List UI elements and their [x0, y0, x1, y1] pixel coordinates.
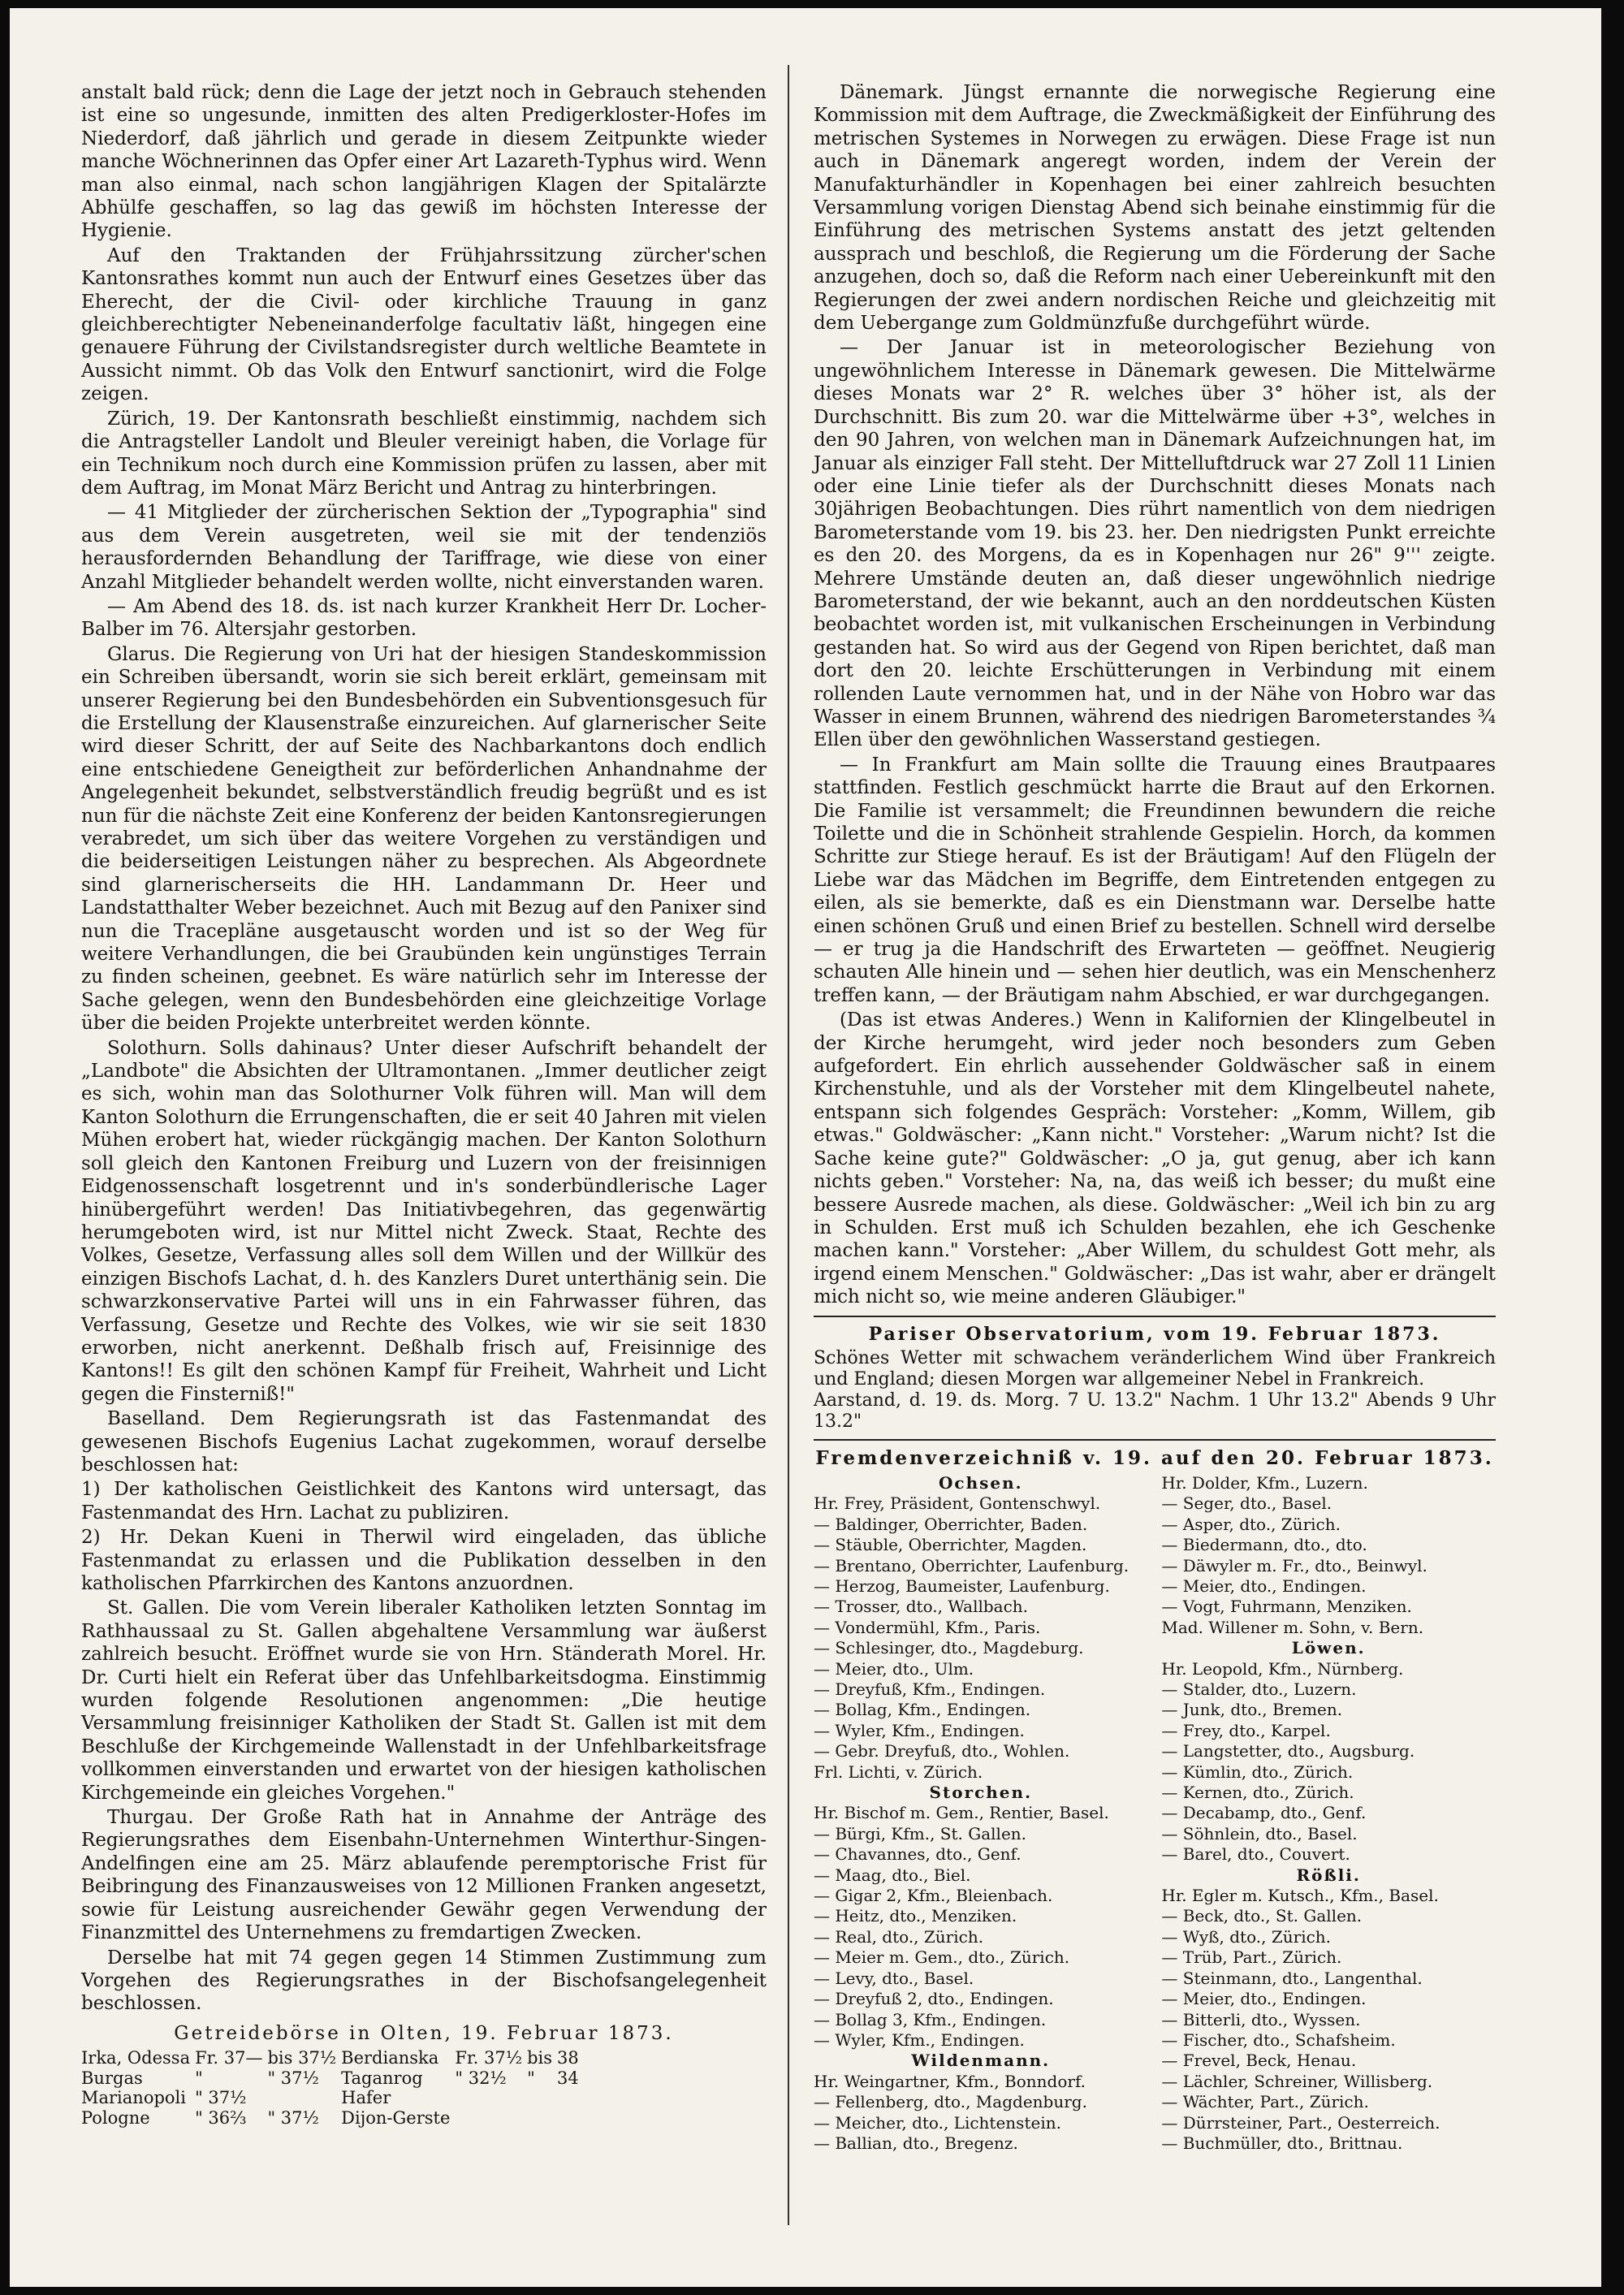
article-paragraph: St. Gallen. Die vom Verein liberaler Katholiken letzten Sonntag im Rathhaussaal zu St. Gallen abgehaltene Versammlung war äußerst zahlreich besucht. Eröffnet wurde sie von Hrn. Ständerath Morel. Hr. Dr. Curti hielt ein Referat über das Unfehlbarkeitsdogma. Einstimmig wurden folgende Resolutionen angenommen: „Die heutige Versammlung freisinniger Katholiken der Stadt St. Gallen ist mit dem Beschluße der Kirchgemeinde Wallenstadt in der Unfehlbarkeitsfrage vollkommen einverstanden und erwartet von der hiesigen katholischen Kirchgemeinde ein gleiches Vorgehen." [81, 1597, 767, 1804]
guest-entry: — Dreyfuß 2, dto., Endingen. [814, 1989, 1054, 2009]
table-row: Pologne " 36⅔ " 37½ Dijon-Gerste [81, 2107, 451, 2128]
visitor-list-heading: Fremdenverzeichniß v. 19. auf den 20. Februar 1873. [815, 1446, 1494, 1469]
visitor-list-left [814, 1473, 1148, 2154]
guest-entry: — Meicher, dto., Lichtenstein. [814, 2112, 1061, 2133]
guest-entry: — Junk, dto., Bremen. [1161, 1700, 1343, 1720]
barometer-text: Aarstand, d. 19. ds. Morg. 7 U. 13.2" Nachm. 1 Uhr 13.2" Abends 9 Uhr 13.2" [814, 1390, 1496, 1432]
guest-entry: — Biedermann, dto., dto. [1161, 1535, 1367, 1555]
guest-entry: — Kümlin, dto., Zürich. [1161, 1761, 1354, 1782]
newspaper-page [10, 8, 1601, 2287]
hotel-name: Löwen. [1291, 1638, 1366, 1658]
hotel-name: Storchen. [929, 1783, 1033, 1803]
guest-entry: — Levy, dto., Basel. [814, 1968, 974, 1988]
guest-entry: — Chavannes, dto., Genf. [814, 1844, 1021, 1865]
guest-entry: — Dürrsteiner, Part., Oesterreich. [1161, 2112, 1440, 2133]
guest-entry: — Bollag 3, Kfm., Endingen. [814, 2009, 1047, 2029]
guest-entry: Hr. Egler m. Kutsch., Kfm., Basel. [1161, 1886, 1439, 1906]
guest-entry: — Herzog, Baumeister, Laufenburg. [814, 1575, 1110, 1596]
guest-entry: — Bollag, Kfm., Endingen. [814, 1700, 1031, 1720]
article-paragraph: Dänemark. Jüngst ernannte die norwegische Regierung eine Kommission mit dem Auftrage, die Zweckmäßigkeit der Einführung des metrischen Systemes in Norwegen zu erwägen. Diese Frage ist nun auch in Dänemark angeregt worden, indem der Verein der Manufakturhändler in Kopenhagen bei einer zahlreich besuchten Versammlung vorigen Dienstag Abend sich beinahe einstimmig für die Einführung des metrischen Systems anstatt des jetzt geltenden aussprach und beschloß, die Regierung um die Förderung der Sache anzugehen, doch so, daß die Reform nach einer Uebereinkunft mit den Regierungen der zwei andern nordischen Reiche und gleichzeitig mit dem Uebergange zum Goldmünzfuße durchgeführt würde. [814, 82, 1496, 335]
article-list-item: 1) Der katholischen Geistlichkeit des Kantons wird untersagt, das Fastenmandat des Hrn. Lachat zu publiziren. [81, 1479, 767, 1524]
guest-entry: — Buchmüller, dto., Brittnau. [1161, 2133, 1403, 2153]
guest-entry: — Heitz, dto., Menziken. [814, 1906, 1017, 1926]
guest-entry: Hr. Weingartner, Kfm., Bonndorf. [814, 2071, 1086, 2091]
guest-entry: — Beck, dto., St. Gallen. [1161, 1906, 1363, 1926]
article-paragraph: Zürich, 19. Der Kantonsrath beschließt einstimmig, nachdem sich die Antragsteller Landolt und Bleuler vereinigt haben, die Vorlage für ein Technikum noch durch eine Kommission prüfen zu lassen, aber mit dem Auftrag, im Monat März Bericht und Antrag zu hinterbringen. [81, 408, 767, 499]
guest-entry: — Söhnlein, dto., Basel. [1161, 1823, 1358, 1843]
observatory-heading: Pariser Observatorium, vom 19. Februar 1873. [868, 1323, 1441, 1345]
hotel-name: Ochsen. [938, 1472, 1023, 1493]
guest-entry: — Meier, dto., Endingen. [1161, 1575, 1367, 1596]
guest-entry: — Gebr. Dreyfuß, dto., Wohlen. [814, 1741, 1070, 1761]
section-rule [814, 1316, 1496, 1317]
hotel-name: Wildenmann. [911, 2051, 1051, 2071]
guest-entry: — Wächter, Part., Zürich. [1161, 2092, 1369, 2112]
guest-entry: — Real, dto., Zürich. [814, 1926, 984, 1947]
guest-entry: — Meier m. Gem., dto., Zürich. [814, 1947, 1070, 1968]
article-paragraph: — 41 Mitglieder der zürcherischen Sektion der „Typographia" sind aus dem Verein ausgetreten, weil sie mit der tendenziös herausfordernden Behandlung der Tariffrage, wie diese von einer Anzahl Mitglieder behandelt werden wollte, nicht einverstanden waren. [81, 502, 767, 593]
guest-entry: — Seger, dto., Basel. [1161, 1493, 1332, 1514]
guest-entry: — Däwyler m. Fr., dto., Beinwyl. [1161, 1555, 1427, 1575]
guest-entry: — Bitterli, dto., Wyssen. [1161, 2009, 1361, 2029]
column-divider [788, 65, 789, 2225]
visitor-list [814, 1473, 1496, 2154]
right-column [814, 81, 1496, 2154]
guest-entry: Hr. Dolder, Kfm., Luzern. [1161, 1472, 1368, 1493]
article-paragraph: Auf den Traktanden der Frühjahrssitzung zürcher'schen Kantonsrathes kommt nun auch der Entwurf eines Gesetzes über das Eherecht, der die Civil- oder kirchliche Trauung in ganz gleichberechtigter Nebeneinanderfolge facultativ läßt, hingegen eine genauere Führung der Civilstandsregister durch weltliche Beamtete in Aussicht nimmt. Ob das Volk den Entwurf sanctionirt, wird die Folge zeigen. [81, 244, 767, 405]
section-rule [814, 1439, 1496, 1441]
guest-entry: — Stalder, dto., Luzern. [1161, 1679, 1357, 1699]
guest-entry: — Brentano, Oberrichter, Laufenburg. [814, 1555, 1129, 1575]
article-list-item: 2) Hr. Dekan Kueni in Therwil wird eingeladen, das übliche Fastenmandat zu erlassen und die Publikation desselben in den katholischen Pfarrkirchen des Kantons anzuordnen. [81, 1527, 767, 1594]
article-paragraph: anstalt bald rück; denn die Lage der jetzt noch in Gebrauch stehenden ist eine so ungesunde, inmitten des alten Predigerkloster-Hofes im Niederdorf, daß jährlich und gerade in diesem Zeitpunkte wieder manche Wöchnerinnen das Opfer einer Art Lazareth-Typhus wird. Wenn man also einmal, nach schon langjährigen Klagen der Spitalärzte Abhülfe geschaffen, so lag das gewiß im höchsten Interesse der Hygienie. [81, 82, 767, 242]
guest-entry: — Gigar 2, Kfm., Bleienbach. [814, 1886, 1053, 1906]
guest-entry: — Vondermühl, Kfm., Paris. [814, 1617, 1041, 1637]
guest-entry: Hr. Bischof m. Gem., Rentier, Basel. [814, 1803, 1109, 1823]
weather-text: Schönes Wetter mit schwachem veränderlichem Wind über Frankreich und England; diesen Morgen war allgemeiner Nebel in Frankreich. [814, 1347, 1496, 1390]
article-paragraph: (Das ist etwas Anderes.) Wenn in Kalifornien der Klingelbeutel in der Kirche herumgeht, wird jeder noch besonders zum Geben aufgefordert. Ein ehrlich aussehender Goldwäscher saß in einem Kirchenstuhle, und als der Vorsteher mit dem Klingelbeutel nahete, entspann sich folgendes Gespräch: Vorsteher: „Komm, Willem, gib etwas." Goldwäscher: „Kann nicht." Vorsteher: „Warum nicht? Ist die Sache keine gute?" Goldwäscher: „O ja, gut genug, aber ich kann nichts geben." Vorsteher: Na, na, das weiß ich besser; du mußt eine bessere Ausrede machen, als diese. Goldwäscher: „Weil ich bin zu arg in Schulden. Erst muß ich Schulden bezahlen, ehe ich Geschenke machen kann." Vorsteher: „Aber Willem, du schuldest Gott mehr, als irgend einem Menschen." Goldwäscher: „Das ist wahr, aber er drängelt mich nicht so, wie meine anderen Gläubiger." [814, 1009, 1496, 1308]
guest-entry: Frl. Lichti, v. Zürich. [814, 1761, 983, 1782]
guest-entry: — Barel, dto., Couvert. [1161, 1844, 1350, 1865]
left-column [81, 81, 767, 2128]
article-paragraph: — In Frankfurt am Main sollte die Trauung eines Brautpaares stattfinden. Festlich geschmückt harrte die Braut auf den Erkornen. Die Familie ist versammelt; die Freundinnen bewundern die reiche Toilette und die in Schönheit strahlende Gespielin. Horch, da kommen Schritte zur Stiege herauf. Es ist der Bräutigam! Auf den Flügeln der Liebe war das Mädchen im Begriffe, dem Eintretenden entgegen zu eilen, als sie bemerkte, daß es ein Dienstmann war. Derselbe hatte einen schönen Gruß und einen Brief zu bestellen. Schnell wird derselbe — er trug ja die Handschrift des Erwarteten — geöffnet. Neugierig schauten Alle hinein und — sehen hier deutlich, was ein Menschenherz treffen kann, — der Bräutigam nahm Abschied, er war durchgegangen. [814, 754, 1496, 1006]
guest-entry: — Frey, dto., Karpel. [1161, 1720, 1331, 1740]
guest-entry: — Maag, dto., Biel. [814, 1865, 971, 1885]
guest-entry: — Fischer, dto., Schafsheim. [1161, 2029, 1396, 2050]
guest-entry: Hr. Frey, Präsident, Gontenschwyl. [814, 1493, 1101, 1514]
article-paragraph: — Am Abend des 18. ds. ist nach kurzer Krankheit Herr Dr. Locher-Balber im 76. Altersjahr gestorben. [81, 595, 767, 641]
guest-entry: — Wyler, Kfm., Endingen. [814, 1720, 1025, 1740]
guest-entry: — Decabamp, dto., Genf. [1161, 1803, 1367, 1823]
guest-entry: — Frevel, Beck, Henau. [1161, 2051, 1357, 2071]
guest-entry: — Baldinger, Oberrichter, Baden. [814, 1514, 1088, 1534]
hotel-name: Rößli. [1296, 1865, 1361, 1885]
visitor-list-right [1161, 1473, 1496, 2154]
guest-entry: — Dreyfuß, Kfm., Endingen. [814, 1679, 1046, 1699]
guest-entry: — Bürgi, Kfm., St. Gallen. [814, 1823, 1027, 1843]
table-row: Irka, Odessa Fr. 37— bis 37½ Berdianska Fr. 37½ bis 38 [81, 2048, 579, 2068]
guest-entry: — Wyler, Kfm., Endingen. [814, 2029, 1025, 2050]
article-paragraph: Thurgau. Der Große Rath hat in Annahme der Anträge des Regierungsrathes dem Eisenbahn-Unternehmen Winterthur-Singen-Andelfingen eine am 25. März ablaufende peremptorische Frist für Beibringung des Finanzausweises von 12 Millionen Franken angesetzt, sowie für Leistung ausreichender Gewähr gegen Verwendung der Finanzmittel des Unternehmens zu fremdartigen Zwecken. [81, 1807, 767, 1944]
guest-entry: — Lächler, Schreiner, Willisberg. [1161, 2071, 1433, 2091]
guest-entry: — Steinmann, dto., Langenthal. [1161, 1968, 1423, 1988]
guest-entry: — Schlesinger, dto., Magdeburg. [814, 1638, 1084, 1658]
observatory-report [814, 1324, 1496, 1433]
guest-entry: — Langstetter, dto., Augsburg. [1161, 1741, 1415, 1761]
guest-entry: — Meier, dto., Endingen. [1161, 1989, 1367, 2009]
table-row: Burgas " " 37½ Taganrog " 32½ " 34 [81, 2068, 579, 2088]
guest-entry: — Asper, dto., Zürich. [1161, 1514, 1341, 1534]
guest-entry: — Trüb, Part., Zürich. [1161, 1947, 1342, 1968]
article-paragraph: Glarus. Die Regierung von Uri hat der hiesigen Standeskommission ein Schreiben übersandt, worin sie sich bereit erklärt, gemeinsam mit unserer Regierung bei den Bundesbehörden ein Subventionsgesuch für die Erstellung der Klausenstraße einzureichen. Auf glarnerischer Seite wird dieser Schritt, der auf Seite des Nachbarkantons doch endlich eine entschiedene Geneigtheit zur beförderlichen Anhandnahme der Angelegenheit bekundet, selbstverständlich freudig begrüßt und es ist nun für die nächste Zeit eine Konferenz der beiden Kantonsregierungen verabredet, um sich über das weitere Vorgehen zu verständigen und die beiderseitigen Leistungen näher zu besprechen. Als Abgeordnete sind glarnerischerseits die HH. Landammann Dr. Heer und Landstatthalter Weber bezeichnet. Auch mit Bezug auf den Panixer sind nun die Tracepläne ausgetauscht worden und ist so der Weg für weitere Verhandlungen, die bei Graubünden kein ungünstiges Terrain zu finden scheinen, geebnet. Es wäre natürlich sehr im Interesse der Sache gelegen, wenn den Bundesbehörden eine gleichzeitige Vorlage über die beiden Projekte unterbreitet werden könnte. [81, 643, 767, 1035]
guest-entry: — Wyß, dto., Zürich. [1161, 1926, 1332, 1947]
guest-entry: — Fellenberg, dto., Magdenburg. [814, 2092, 1087, 2112]
guest-entry: — Stäuble, Oberrichter, Magden. [814, 1535, 1087, 1555]
guest-entry: — Vogt, Fuhrmann, Menziken. [1161, 1597, 1412, 1617]
guest-entry: Hr. Leopold, Kfm., Nürnberg. [1161, 1658, 1404, 1679]
article-paragraph: — Der Januar ist in meteorologischer Beziehung von ungewöhnlichem Interesse in Dänemark gewesen. Die Mittelwärme dieses Monats war 2° R. welches über 3° höher ist, als der Durchschnitt. Bis zum 20. war die Mittelwärme über +3°, welches in den 90 Jahren, von welchen man in Dänemark Aufzeichnungen hat, im Januar als einziger Fall steht. Der Mittelluftdruck war 27 Zoll 11 Linien oder eine Linie tiefer als der Durchschnitt dieses Monats nach 30jährigen Beobachtungen. Dies rührt namentlich von dem niedrigen Barometerstande vom 19. bis 23. her. Den niedrigsten Punkt erreichte es den 20. des Morgens, da es in Kopenhagen nur 26" 9''' zeigte. Mehrere Umstände deuten an, daß dieser ungewöhnlich niedrige Barometerstand, der wie bekannt, auch an den norddeutschen Küsten beobachtet worden ist, mit vulkanischen Erscheinungen in Verbindung gestanden hat. So wird aus der Gegend von Ripen berichtet, daß man dort den 20. leichte Erschütterungen in Verbindung mit einem rollenden Laute vernommen hat, und in der Nähe von Hobro war das Wasser in einem Brunnen, während des niedrigen Barometerstandes ¾ Ellen über den gewöhnlichen Wasserstand gestiegen. [814, 337, 1496, 751]
table-row: Marianopoli " 37½ Hafer [81, 2088, 391, 2108]
guest-entry: — Kernen, dto., Zürich. [1161, 1783, 1354, 1803]
article-paragraph: Baselland. Dem Regierungsrath ist das Fastenmandat des gewesenen Bischofs Eugenius Lachat zugekommen, worauf derselbe beschlossen hat: [81, 1408, 767, 1476]
guest-entry: — Trosser, dto., Wallbach. [814, 1597, 1029, 1617]
article-paragraph: Solothurn. Solls dahinaus? Unter dieser Aufschrift behandelt der „Landbote" die Absichten der Ultramontanen. „Immer deutlicher zeigt es sich, wohin man das Solothurner Volk führen will. Man will dem Kanton Solothurn die Errungenschaften, die er seit 40 Jahren mit vielen Mühen erobert hat, wieder rückgängig machen. Der Kanton Solothurn soll gleich den Kantonen Freiburg und Luzern von der freisinnigen Eidgenossenschaft losgetrennt und in's sonderbündlerische Lager hinübergeführt werden! Das Initiativbegehren, das gegenwärtig herumgeboten wird, ist nur Mittel nicht Zweck. Staat, Rechte des Volkes, Gesetze, Verfassung alles soll dem Willen und der Willkür des einzigen Bischofs Lachat, d. h. des Kanzlers Duret unterthänig sein. Die schwarzkonservative Partei will uns in ein Fahrwasser führen, das Verfassung, Gesetze und Rechte des Volkes, wie wir sie seit 1830 erworben, nicht anerkennt. Deßhalb frisch auf, Freisinnige des Kantons!! Es gilt den schönen Kampf für Freiheit, Wahrheit und Licht gegen die Finsterniß!" [81, 1037, 767, 1405]
guest-entry: Mad. Willener m. Sohn, v. Bern. [1161, 1617, 1424, 1637]
grain-exchange-table [81, 2048, 584, 2128]
guest-entry: — Ballian, dto., Bregenz. [814, 2133, 1018, 2153]
grain-exchange-heading: Getreidebörse in Olten, 19. Februar 1873. [174, 2022, 674, 2044]
article-paragraph: Derselbe hat mit 74 gegen gegen 14 Stimmen Zustimmung zum Vorgehen des Regierungsrathes in der Bischofsangelegenheit beschlossen. [81, 1947, 767, 2015]
guest-entry: — Meier, dto., Ulm. [814, 1658, 974, 1679]
